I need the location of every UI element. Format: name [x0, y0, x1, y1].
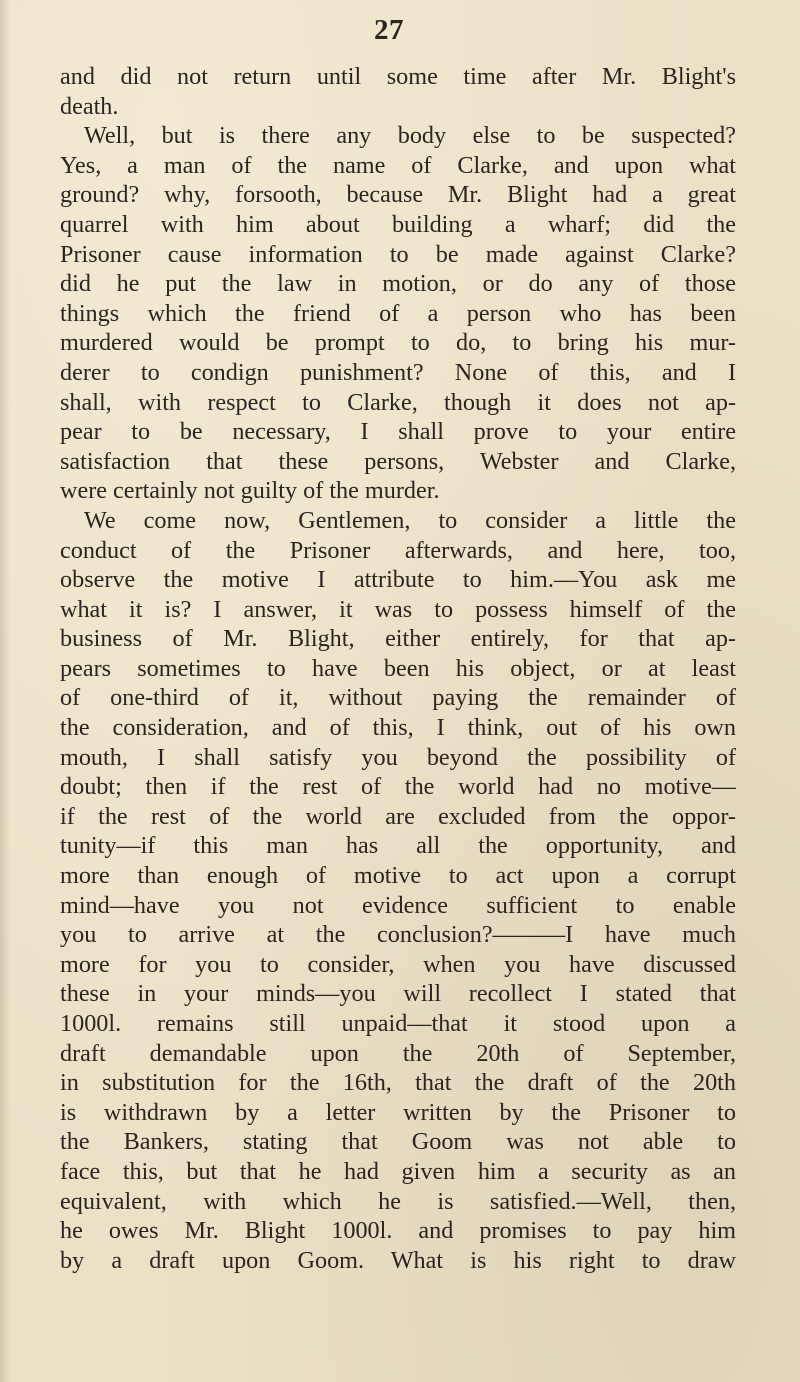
text-line: face this, but that he had given him a security as an [60, 1157, 736, 1185]
text-line: of one-third of it, without paying the remainder of [60, 684, 736, 712]
text-line: what it is? I answer, it was to possess himself of the [60, 595, 736, 623]
text-line: business of Mr. Blight, either entirely, for that ap- [60, 625, 736, 653]
text-line: is withdrawn by a letter written by the Prisoner to [60, 1098, 736, 1126]
text-line: things which the friend of a person who has been [60, 299, 736, 327]
text-line: pears sometimes to have been his object, or at least [60, 654, 736, 682]
page-body-text [60, 62, 736, 1275]
text-line: mind—have you not evidence sufficient to enable [60, 891, 736, 919]
text-line: you to arrive at the conclusion?———I have much [60, 921, 736, 949]
text-line: doubt; then if the rest of the world had no motive— [60, 773, 736, 801]
text-line: derer to condign punishment? None of this, and I [60, 358, 736, 386]
text-line: Well, but is there any body else to be suspected? [84, 122, 736, 150]
text-line: did he put the law in motion, or do any of those [60, 270, 736, 298]
text-line: pear to be necessary, I shall prove to your entire [60, 418, 736, 446]
text-line: more for you to consider, when you have discussed [60, 950, 736, 978]
text-line: tunity—if this man has all the opportunity, and [60, 832, 736, 860]
text-line: satisfaction that these persons, Webster and Clarke, [60, 447, 736, 475]
text-line: by a draft upon Goom. What is his right to draw [60, 1246, 736, 1274]
text-line: 1000l. remains still unpaid—that it stood upon a [60, 1010, 736, 1037]
text-line: ground? why, forsooth, because Mr. Blight had a great [60, 181, 736, 209]
text-line: Yes, a man of the name of Clarke, and upon what [60, 151, 736, 179]
text-line: observe the motive I attribute to him.—You ask me [60, 566, 736, 594]
text-line: these in your minds—you will recollect I stated that [60, 980, 736, 1008]
text-line: death. [60, 92, 119, 120]
text-line: the Bankers, stating that Goom was not able to [60, 1128, 736, 1156]
text-line: if the rest of the world are excluded from the oppor- [60, 802, 736, 830]
text-line: We come now, Gentlemen, to consider a little the [84, 506, 736, 534]
text-line: conduct of the Prisoner afterwards, and here, too, [60, 536, 736, 564]
text-line: the consideration, and of this, I think, out of his own [60, 714, 736, 742]
text-line: mouth, I shall satisfy you beyond the possibility of [60, 743, 736, 771]
text-line: more than enough of motive to act upon a corrupt [60, 862, 736, 890]
text-line: Prisoner cause information to be made against Clarke? [60, 240, 736, 268]
text-line: equivalent, with which he is satisfied.—Well, then, [60, 1187, 736, 1215]
text-line: shall, with respect to Clarke, though it does not ap- [60, 388, 736, 416]
text-line: he owes Mr. Blight 1000l. and promises to pay him [60, 1217, 736, 1245]
page-number: 27 [374, 14, 404, 46]
text-line: were certainly not guilty of the murder. [60, 477, 440, 505]
text-line: draft demandable upon the 20th of September, [60, 1039, 736, 1067]
text-line: murdered would be prompt to do, to bring his mur- [60, 329, 736, 357]
text-line: quarrel with him about building a wharf; did the [60, 210, 736, 238]
page-edge-shadow [0, 0, 10, 1382]
text-line: and did not return until some time after Mr. Blight's [60, 63, 736, 90]
text-line: in substitution for the 16th, that the draft of the 20th [60, 1069, 736, 1097]
